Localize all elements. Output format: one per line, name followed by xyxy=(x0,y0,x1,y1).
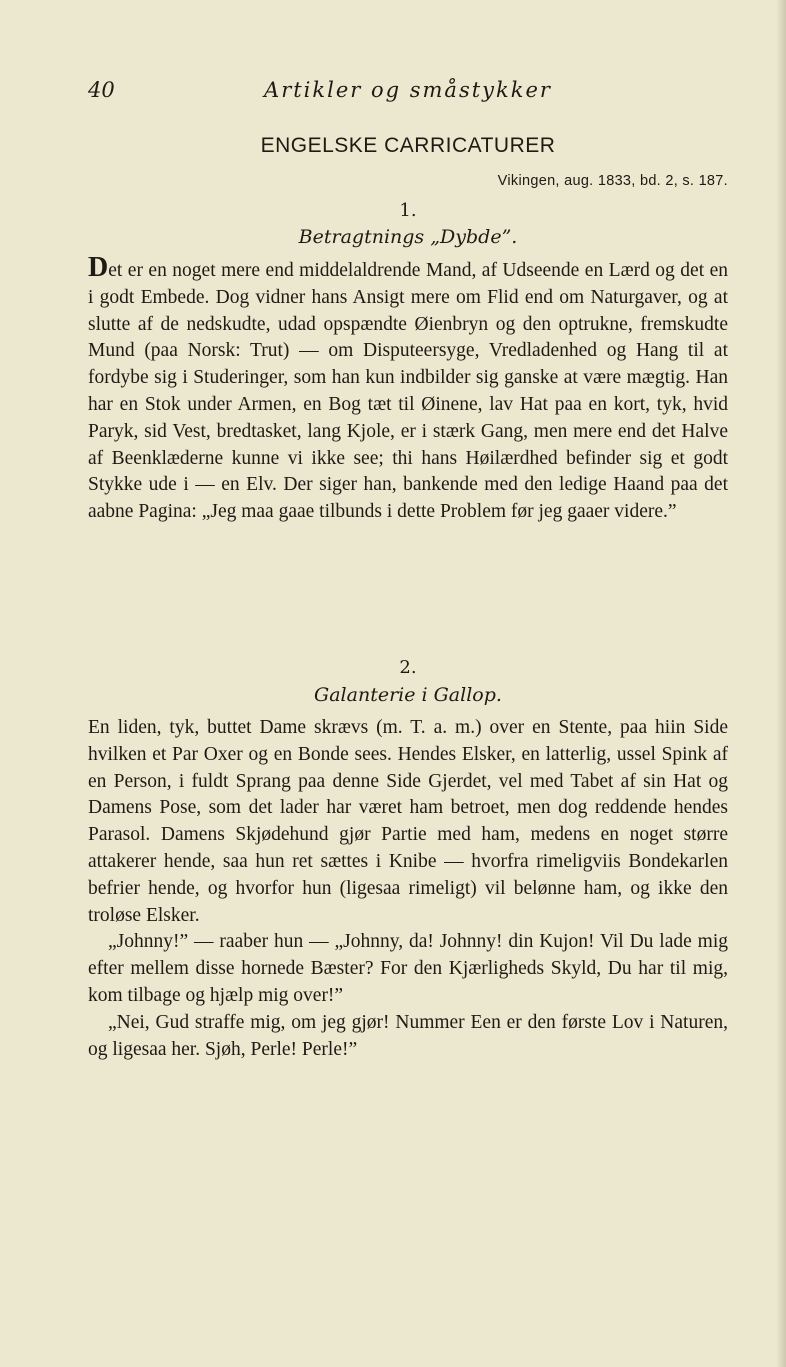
section-2-text xyxy=(88,715,728,1063)
running-title: Artikler og småstykker xyxy=(264,78,552,102)
section-1-number: 1. xyxy=(399,200,417,221)
section-1-body: et er en noget mere end middelaldrende Mand, af Udseende en Lærd og det en i godt Embede. Dog vidner hans Ansigt mere om Flid end om Naturgaver, og at slutte af de nedskudte, udad opspændte Øienbryn og den optrukne, fremskudte Mund (paa Norsk: Trut) — om Disputeersyge, Vredladenhed og Hang til at fordybe sig i Studeringer, som han kun indbilder sig ganske at være mægtig. Han har en Stok under Armen, en Bog tæt til Øinene, lav Hat paa en kort, tyk, hvid Paryk, sid Vest, bredtasket, lang Kjole, er i stærk Gang, men mere end det Halve af Beenklæderne kunne vi ikke see; thi hans Høilærdhed befinder sig et godt Stykke ude i — en Elv. Der siger han, bankende med den ledige Haand paa det aabne Pagina: „Jeg maa gaae tilbunds i dette Problem før jeg gaaer videre.” xyxy=(88,260,728,523)
section-2-paragraph-1: En liden, tyk, buttet Dame skrævs (m. T. a. m.) over en Stente, paa hiin Side hvilken et Par Oxer og en Bonde sees. Hendes Elsker, en latterlig, ussel Spink af en Person, i fuldt Sprang paa denne Side Gjerdet, vel med Tabet af sin Hat og Damens Pose, som det lader har været ham betroet, men dog reddende hendes Parasol. Damens Skjødehund gjør Partie med ham, medens en noget større attakerer hende, saa hun ret sættes i Knibe — hvorfra rimeligviis Bondekarlen befrier hende, og hvorfor hun (ligesaa rimeligt) vil belønne ham, og ikke den troløse Elsker. xyxy=(88,717,728,926)
section-2-number: 2. xyxy=(399,657,417,678)
drop-cap: D xyxy=(88,252,109,283)
section-2-paragraph-3: „Nei, Gud straffe mig, om jeg gjør! Nummer Een er den første Lov i Naturen, og ligesaa her. Sjøh, Perle! Perle!” xyxy=(88,1011,728,1060)
section-2-paragraph-2: „Johnny!” — raaber hun — „Johnny, da! Johnny! din Kujon! Vil Du lade mig efter mellem disse hornede Bæster? For den Kjærligheds Skyld, Du har til mig, kom tilbage og hjælp mig over!” xyxy=(88,931,728,1006)
section-1-heading: Betragtnings „Dybde”. xyxy=(298,226,518,248)
article-source: Vikingen, aug. 1833, bd. 2, s. 187. xyxy=(497,173,728,189)
article-title: ENGELSKE CARRICATURER xyxy=(260,134,556,157)
section-1-paragraph xyxy=(88,252,728,526)
section-1-text xyxy=(88,252,728,526)
page-edge-shadow xyxy=(776,0,786,1367)
page-number: 40 xyxy=(88,78,115,102)
page-header xyxy=(88,78,728,108)
section-2-heading: Galanterie i Gallop. xyxy=(314,684,502,706)
